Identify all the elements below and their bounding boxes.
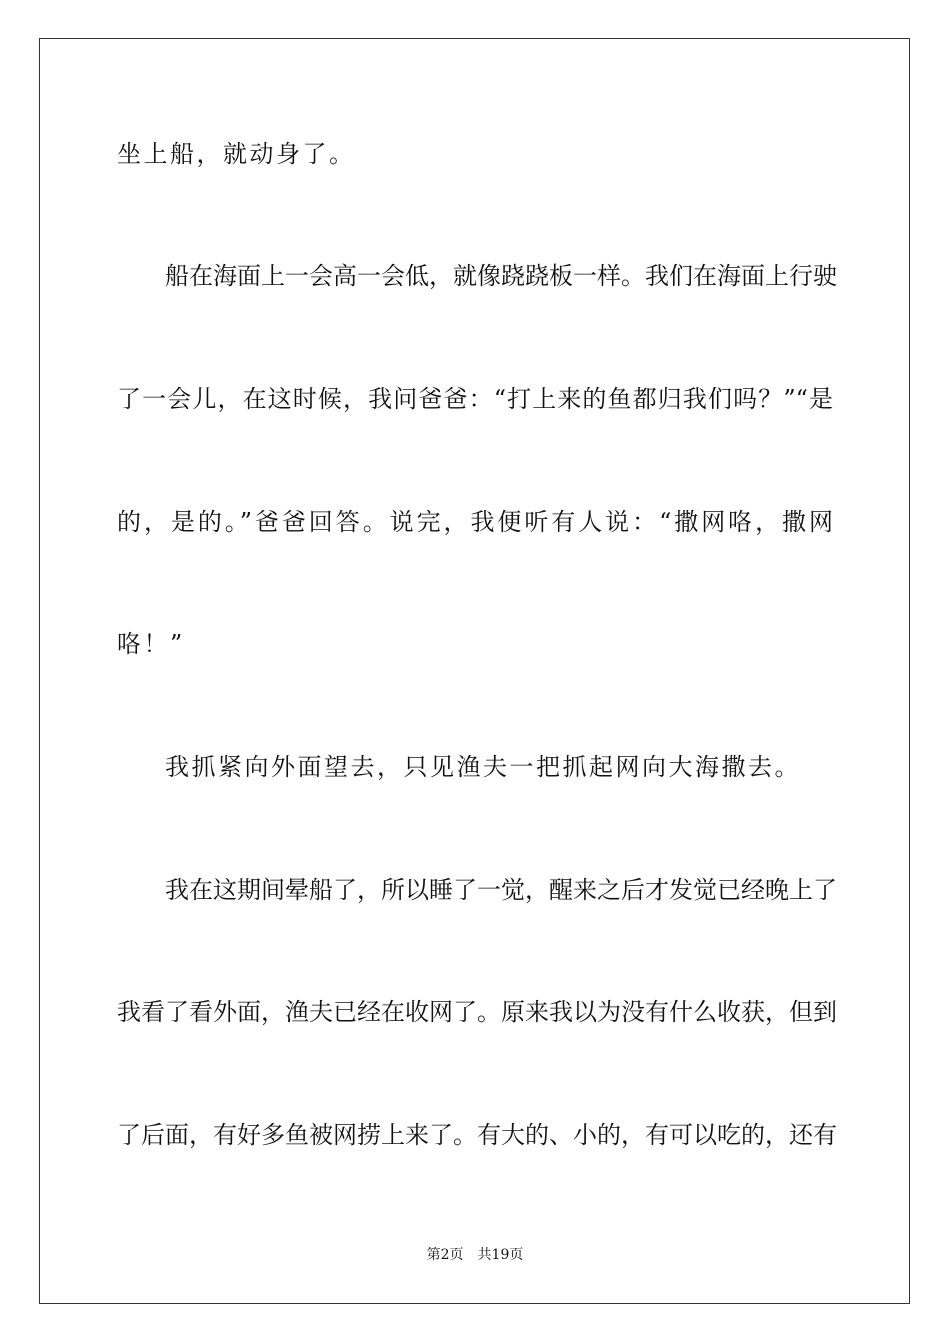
text-line-1: 坐上船，就动身了。	[117, 140, 356, 168]
page-total: 共19页	[477, 1247, 524, 1263]
text-line-9: 了后面，有好多鱼被网捞上来了。有大的、小的，有可以吃的，还有	[117, 1121, 837, 1149]
text-line-5: 咯！”	[117, 630, 185, 658]
text-line-8: 我看了看外面，渔夫已经在收网了。原来我以为没有什么收获，但到	[117, 998, 837, 1026]
text-line-4: 的，是的。”爸爸回答。说完，我便听有人说：“撒网咯，撒网	[117, 508, 833, 536]
text-line-3: 了一会儿，在这时候，我问爸爸：“打上来的鱼都归我们吗？”“是	[117, 385, 833, 413]
text-line-2: 船在海面上一会高一会低，就像跷跷板一样。我们在海面上行驶	[165, 262, 837, 290]
text-line-6: 我抓紧向外面望去，只见渔夫一把抓起网向大海撒去。	[165, 753, 801, 781]
page-footer	[0, 1246, 950, 1264]
page-border	[39, 38, 910, 1304]
text-line-7: 我在这期间晕船了，所以睡了一觉，醒来之后才发觉已经晚上了	[165, 876, 837, 904]
page-number: 第2页	[426, 1247, 464, 1263]
